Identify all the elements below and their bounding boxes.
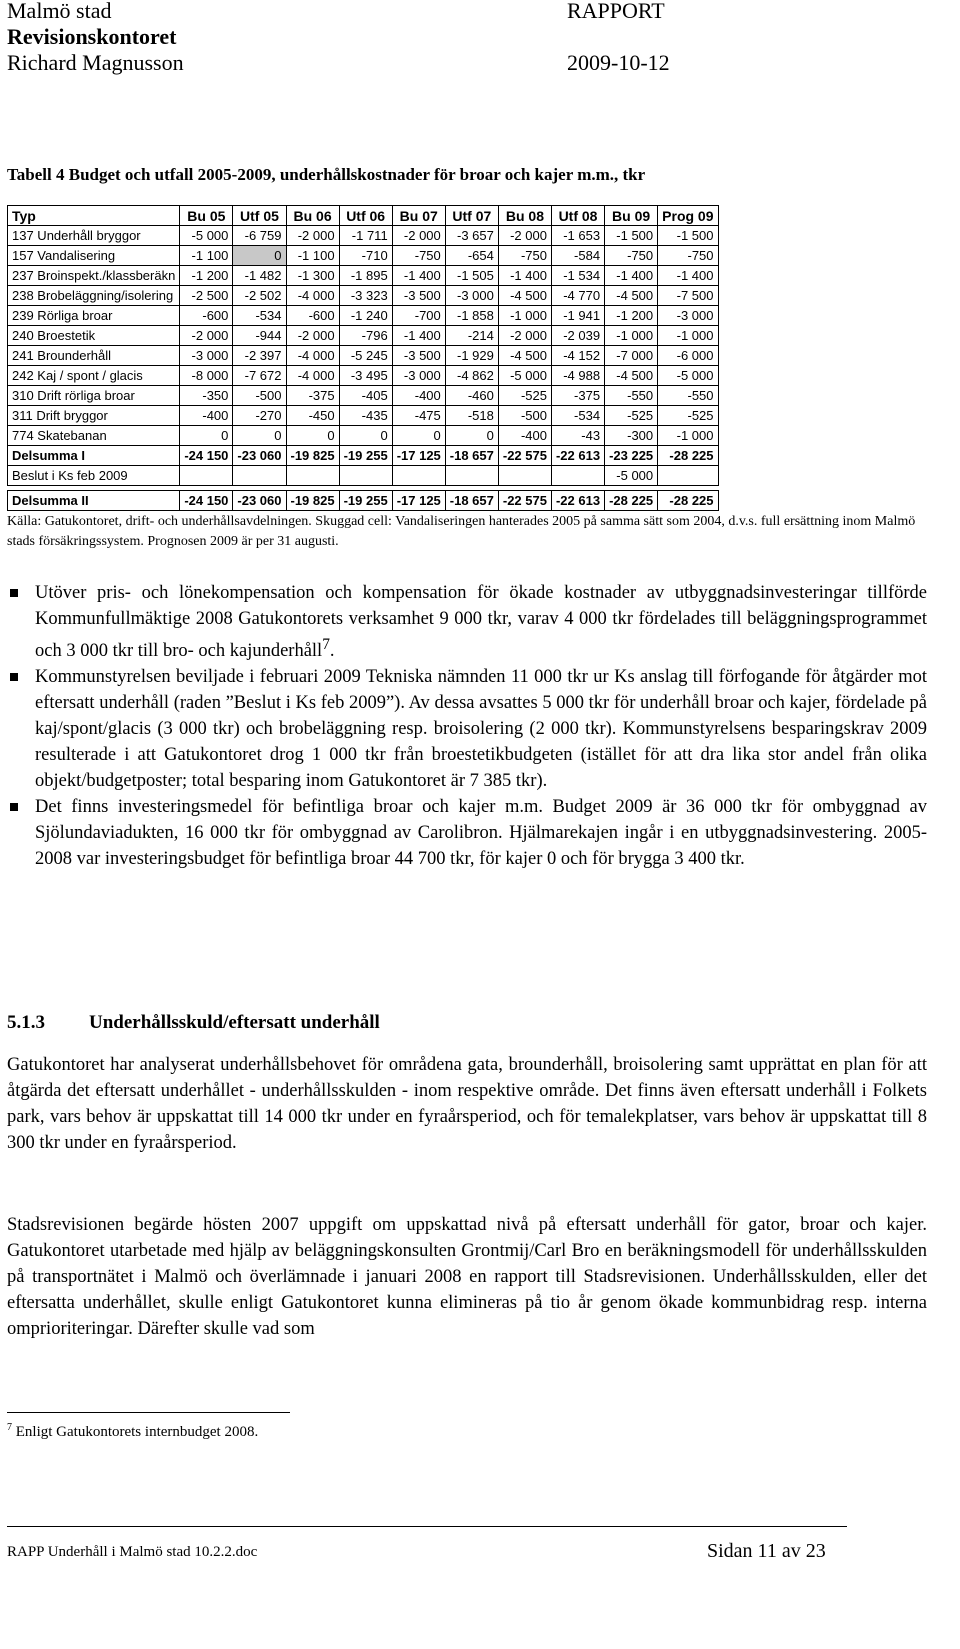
table-cell: -23 225 — [605, 446, 658, 466]
table-cell: 0 — [286, 426, 339, 446]
budget-table — [7, 205, 719, 511]
table-cell: -450 — [286, 406, 339, 426]
table-cell: -796 — [339, 326, 392, 346]
table-cell: -28 225 — [658, 491, 718, 511]
table-cell: 239 Rörliga broar — [8, 306, 180, 326]
table-cell: -4 500 — [498, 346, 551, 366]
table-row — [8, 426, 719, 446]
table-cell — [551, 466, 604, 486]
header-author: Richard Magnusson — [7, 50, 184, 75]
column-header: Bu 05 — [180, 206, 233, 226]
table-cell: -3 657 — [445, 226, 498, 246]
table-cell: -3 000 — [392, 366, 445, 386]
table-cell: -525 — [605, 406, 658, 426]
table-cell: -350 — [180, 386, 233, 406]
table-cell: -5 245 — [339, 346, 392, 366]
table-cell: -2 000 — [286, 226, 339, 246]
table-cell: -1 000 — [658, 426, 718, 446]
table-cell: 311 Drift bryggor — [8, 406, 180, 426]
table-cell: -24 150 — [180, 446, 233, 466]
table-cell: -1 482 — [233, 266, 286, 286]
table-cell: -750 — [605, 246, 658, 266]
table-cell: -375 — [286, 386, 339, 406]
table-cell: -18 657 — [445, 491, 498, 511]
column-header: Utf 06 — [339, 206, 392, 226]
table-cell: -525 — [498, 386, 551, 406]
table-cell: -1 240 — [339, 306, 392, 326]
footnote-number: 7 — [7, 1422, 12, 1433]
table-cell: -1 100 — [286, 246, 339, 266]
table-cell: -24 150 — [180, 491, 233, 511]
bullet-marker-icon — [10, 589, 18, 597]
table-cell: -750 — [498, 246, 551, 266]
table-cell: -18 657 — [445, 446, 498, 466]
table-row — [8, 226, 719, 246]
table-cell: -460 — [445, 386, 498, 406]
table-cell: 0 — [233, 246, 286, 266]
bullet-item — [7, 664, 927, 794]
column-header: Prog 09 — [658, 206, 718, 226]
table-cell: 237 Broinspekt./klassberäkn — [8, 266, 180, 286]
table-cell: -2 000 — [498, 326, 551, 346]
header-dept: Revisionskontoret — [7, 24, 177, 49]
footnote-text: Enligt Gatukontorets internbudget 2008. — [15, 1424, 259, 1440]
table-cell: -710 — [339, 246, 392, 266]
column-header: Bu 09 — [605, 206, 658, 226]
table-cell: 238 Brobeläggning/isolering — [8, 286, 180, 306]
table-cell: -7 000 — [605, 346, 658, 366]
table-cell: -4 862 — [445, 366, 498, 386]
table-cell: -7 672 — [233, 366, 286, 386]
table-cell — [339, 466, 392, 486]
table-cell: -1 000 — [498, 306, 551, 326]
column-header: Utf 08 — [551, 206, 604, 226]
table-cell: -1 895 — [339, 266, 392, 286]
table-cell: -750 — [658, 246, 718, 266]
table-cell: 0 — [180, 426, 233, 446]
table-cell — [180, 466, 233, 486]
table-cell: -405 — [339, 386, 392, 406]
table-cell: -19 825 — [286, 491, 339, 511]
table-cell: -584 — [551, 246, 604, 266]
table-cell: 774 Skatebanan — [8, 426, 180, 446]
table-cell: -1 929 — [445, 346, 498, 366]
table-cell: -3 323 — [339, 286, 392, 306]
table-cell: -750 — [392, 246, 445, 266]
table-cell: -1 200 — [180, 266, 233, 286]
table-row — [8, 246, 719, 266]
table-row — [8, 266, 719, 286]
table-cell: -6 000 — [658, 346, 718, 366]
table-cell: -534 — [551, 406, 604, 426]
table-cell: -4 500 — [605, 366, 658, 386]
table-cell: -518 — [445, 406, 498, 426]
table-cell: -1 400 — [498, 266, 551, 286]
table-cell: -525 — [658, 406, 718, 426]
footnote — [7, 1422, 258, 1441]
table-cell: -28 225 — [658, 446, 718, 466]
table-cell: -400 — [498, 426, 551, 446]
footer-divider — [7, 1526, 847, 1527]
table-cell: 242 Kaj / spont / glacis — [8, 366, 180, 386]
table-cell: Delsumma I — [8, 446, 180, 466]
bullet-text: Utöver pris- och lönekompensation och kompensation för ökade kostnader av utbyggnadsinvesteringar tillförde Kommunfullmäktige 2008 Gatukontorets verksamhet 9 000 tkr, varav 4 000 tkr fördelades till beläggningsprogrammet och 3 000 tkr till bro- och kajunderhåll — [35, 583, 927, 662]
footnote-ref: 7 — [322, 636, 330, 653]
column-header: Bu 08 — [498, 206, 551, 226]
table-cell: -270 — [233, 406, 286, 426]
table-cell: -1 400 — [392, 266, 445, 286]
footer-filename: RAPP Underhåll i Malmö stad 10.2.2.doc — [7, 1544, 258, 1560]
table-cell: -400 — [392, 386, 445, 406]
table-cell: 241 Brounderhåll — [8, 346, 180, 366]
table-cell: -4 000 — [286, 366, 339, 386]
table-cell: -1 505 — [445, 266, 498, 286]
table-row — [8, 366, 719, 386]
table-cell: -2 000 — [392, 226, 445, 246]
table-cell: -1 200 — [605, 306, 658, 326]
table-cell: -700 — [392, 306, 445, 326]
table-cell: -3 000 — [180, 346, 233, 366]
table-row — [8, 446, 719, 466]
table-cell: -2 397 — [233, 346, 286, 366]
table-cell: -1 300 — [286, 266, 339, 286]
table-cell — [498, 466, 551, 486]
page-header-right — [567, 0, 670, 76]
column-header: Utf 07 — [445, 206, 498, 226]
table-cell: -4 988 — [551, 366, 604, 386]
table-cell: -2 000 — [498, 226, 551, 246]
table-cell — [233, 466, 286, 486]
table-cell: -500 — [233, 386, 286, 406]
table-cell: -654 — [445, 246, 498, 266]
column-header: Bu 07 — [392, 206, 445, 226]
table-cell: -550 — [605, 386, 658, 406]
table-cell: -2 039 — [551, 326, 604, 346]
table-cell: 0 — [233, 426, 286, 446]
table-row — [8, 346, 719, 366]
table-cell — [445, 466, 498, 486]
table-cell: -5 000 — [498, 366, 551, 386]
table-cell: -19 825 — [286, 446, 339, 466]
table-cell: -214 — [445, 326, 498, 346]
table-cell: -43 — [551, 426, 604, 446]
table-cell: -22 575 — [498, 491, 551, 511]
table-cell: -3 000 — [445, 286, 498, 306]
table-cell: -22 575 — [498, 446, 551, 466]
bullet-item — [7, 580, 927, 664]
table-source-note: Källa: Gatukontoret, drift- och underhållsavdelningen. Skuggad cell: Vandaliseringen hanterades 2005 på samma sätt som 2004, d.v.s. full ersättning inom Malmö stads försäkringssystem. Prognosen 2009 är per 31 augusti. — [7, 514, 916, 549]
page-header-left — [7, 0, 184, 76]
table-cell: -4 152 — [551, 346, 604, 366]
table-cell: 137 Underhåll bryggor — [8, 226, 180, 246]
table-cell: Delsumma II — [8, 491, 180, 511]
table-cell: -3 000 — [658, 306, 718, 326]
table-cell: -22 613 — [551, 491, 604, 511]
table-cell: 0 — [339, 426, 392, 446]
section-number: 5.1.3 — [7, 1012, 45, 1033]
table-cell: -7 500 — [658, 286, 718, 306]
table-cell: -4 500 — [605, 286, 658, 306]
bullet-text: Kommunstyrelsen beviljade i februari 2009 Tekniska nämnden 11 000 tkr ur Ks anslag till förfogande för åtgärder mot eftersatt underhåll (raden ”Beslut i Ks feb 2009”). Av dessa avsattes 5 000 tkr för underhåll broar och kajer, fördelade på kaj/spont/glacis (3 000 tkr) och brobeläggning resp. broisolering (2 000 tkr). Kommunstyrelsens besparingskrav 2009 resulterade i att Gatukontoret drog 1 000 tkr från broestetikbudgeten (istället för att dra lika stor andel från olika objekt/budgetposter; total besparing inom Gatukontoret är 7 385 tkr). — [35, 667, 927, 792]
table-cell: -2 000 — [180, 326, 233, 346]
paragraph: Stadsrevisionen begärde hösten 2007 uppgift om uppskattad nivå på eftersatt underhåll för gator, broar och kajer. Gatukontoret utarbetade med hjälp av beläggningskonsulten Grontmij/Carl Bro en beräkningsmodell för underhållsskulden på transportnätet i Malmö och överlämnade i januari 2008 en rapport till Stadsrevisionen. Underhållsskulden, eller det eftersatta underhållet, skulle enligt Gatukontoret kunna elimineras på tio år genom ökade kommunbidrag resp. interna omprioriteringar. Därefter skulle vad som — [7, 1215, 927, 1339]
table-cell: -944 — [233, 326, 286, 346]
table-header-row — [8, 206, 719, 226]
table-cell: -1 858 — [445, 306, 498, 326]
header-org: Malmö stad — [7, 0, 112, 23]
table-cell: -6 759 — [233, 226, 286, 246]
table-cell: -550 — [658, 386, 718, 406]
table-cell: -2 502 — [233, 286, 286, 306]
table-cell: -300 — [605, 426, 658, 446]
header-date: 2009-10-12 — [567, 50, 670, 75]
table-cell: -8 000 — [180, 366, 233, 386]
column-header: Utf 05 — [233, 206, 286, 226]
table-cell: -5 000 — [180, 226, 233, 246]
table-cell: -1 400 — [392, 326, 445, 346]
table-cell: -28 225 — [605, 491, 658, 511]
table-cell: -5 000 — [605, 466, 658, 486]
table-cell: -1 400 — [658, 266, 718, 286]
table-cell: -375 — [551, 386, 604, 406]
table-cell: -600 — [180, 306, 233, 326]
table-cell: -23 060 — [233, 491, 286, 511]
table-cell: 157 Vandalisering — [8, 246, 180, 266]
header-spacer — [567, 24, 670, 50]
table-cell: -1 000 — [605, 326, 658, 346]
table-cell: -4 500 — [498, 286, 551, 306]
table-cell: -4 000 — [286, 346, 339, 366]
bullet-item — [7, 794, 927, 872]
table-cell: -4 770 — [551, 286, 604, 306]
table-cell: -23 060 — [233, 446, 286, 466]
bullet-list — [7, 580, 927, 872]
table-cell: -1 500 — [605, 226, 658, 246]
column-header: Typ — [8, 206, 180, 226]
table-cell: -3 500 — [392, 346, 445, 366]
table-cell: Beslut i Ks feb 2009 — [8, 466, 180, 486]
table-row — [8, 491, 719, 511]
table-cell: -17 125 — [392, 491, 445, 511]
table-cell: -1 653 — [551, 226, 604, 246]
table-row — [8, 406, 719, 426]
table-cell: -19 255 — [339, 491, 392, 511]
table-cell: -2 000 — [286, 326, 339, 346]
table-cell: 240 Broestetik — [8, 326, 180, 346]
table-cell: -3 500 — [392, 286, 445, 306]
table-cell: -19 255 — [339, 446, 392, 466]
table-cell: -1 400 — [605, 266, 658, 286]
table-body — [8, 226, 719, 511]
bullet-marker-icon — [10, 803, 18, 811]
table-cell: -534 — [233, 306, 286, 326]
table-cell: -600 — [286, 306, 339, 326]
table-cell: 0 — [392, 426, 445, 446]
table-cell: -1 534 — [551, 266, 604, 286]
table-cell: -435 — [339, 406, 392, 426]
bullet-text: Det finns investeringsmedel för befintliga broar och kajer m.m. Budget 2009 är 36 000 tkr för ombyggnad av Sjölundaviadukten, 16 000 tkr för ombyggnad av Carolibron. Hjälmarekajen ingår i en utbyggnadsinvestering. 2005-2008 var investeringsbudget för befintliga broar 44 700 tkr, för kajer 0 och för brygga 3 400 tkr. — [35, 797, 927, 870]
table-cell: -4 000 — [286, 286, 339, 306]
section-title: Underhållsskuld/eftersatt underhåll — [89, 1012, 380, 1033]
table-cell: -400 — [180, 406, 233, 426]
table-cell: -1 941 — [551, 306, 604, 326]
table-cell: -500 — [498, 406, 551, 426]
table-cell: 310 Drift rörliga broar — [8, 386, 180, 406]
bullet-tail: . — [329, 641, 335, 662]
table-cell: -22 613 — [551, 446, 604, 466]
table-cell: 0 — [445, 426, 498, 446]
table-cell — [286, 466, 339, 486]
table-cell — [392, 466, 445, 486]
column-header: Bu 06 — [286, 206, 339, 226]
table-row — [8, 386, 719, 406]
footer-page-number: Sidan 11 av 23 — [707, 1540, 826, 1562]
table-cell: -3 495 — [339, 366, 392, 386]
table-row — [8, 466, 719, 486]
table-cell: -475 — [392, 406, 445, 426]
table-cell: -1 100 — [180, 246, 233, 266]
bullet-marker-icon — [10, 673, 18, 681]
table-row — [8, 306, 719, 326]
table-cell: -2 500 — [180, 286, 233, 306]
header-doc-type: RAPPORT — [567, 0, 665, 23]
paragraph: Gatukontoret har analyserat underhållsbehovet för områdena gata, brounderhåll, broisolering samt upprättat en plan för att åtgärda det eftersatt underhållet - underhållsskulden - inom respektive område. Det finns även eftersatt underhåll i Folkets park, vars behov är uppskattat till 14 000 tkr under en fyraårsperiod, och för temalekplatser, vars behov är uppskattat till 8 300 tkr under en fyraårsperiod. — [7, 1055, 927, 1153]
table-cell: -5 000 — [658, 366, 718, 386]
table-row — [8, 286, 719, 306]
table-cell: -1 711 — [339, 226, 392, 246]
footnote-divider — [7, 1412, 290, 1413]
table-cell: -1 000 — [658, 326, 718, 346]
table-cell: -17 125 — [392, 446, 445, 466]
section-heading — [7, 1012, 380, 1034]
table-cell — [658, 466, 718, 486]
table-cell: -1 500 — [658, 226, 718, 246]
table-row — [8, 326, 719, 346]
table-caption: Tabell 4 Budget och utfall 2005-2009, underhållskostnader för broar och kajer m.m., tkr — [7, 165, 646, 184]
